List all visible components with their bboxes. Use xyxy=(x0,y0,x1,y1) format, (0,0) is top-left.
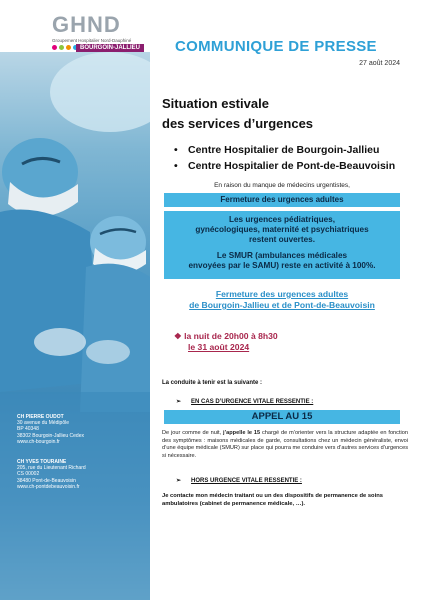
subject-heading xyxy=(162,94,313,134)
intro-text: En raison du manque de médecins urgentistes, xyxy=(214,182,350,189)
closure-period xyxy=(174,331,278,353)
address-name: CH PIERRE OUDOT xyxy=(17,414,64,420)
call-15-banner: APPEL AU 15 xyxy=(164,410,400,424)
call-15-paragraph xyxy=(162,430,408,460)
address-block xyxy=(17,414,84,445)
ghnd-logo xyxy=(52,14,144,54)
closure-line: Fermeture des urgences adultes xyxy=(215,289,349,299)
hero-photo xyxy=(0,52,150,600)
logo-wordmark: GHND xyxy=(52,12,121,37)
open-line: Les urgences pédiatriques, xyxy=(228,215,336,224)
address-line: CS 00002 xyxy=(17,471,40,478)
smur-line: envoyées par le SAMU) reste en activité à 100%. xyxy=(188,261,376,270)
non-vital-heading xyxy=(176,477,302,484)
subject-line: des services d’urgences xyxy=(162,116,314,131)
hospital-list xyxy=(174,142,395,174)
page-title: COMMUNIQUE DE PRESSE xyxy=(175,38,377,55)
address-line: 38302 Bourgoin-Jallieu Cedex xyxy=(17,432,84,439)
vital-emergency-label: EN CAS D’URGENCE VITALE RESSENTIE : xyxy=(191,399,314,405)
address-line: 30 avenue du Médipôle xyxy=(17,420,69,427)
address-line: BP 40348 xyxy=(17,426,39,433)
closure-notice xyxy=(164,289,400,311)
conduct-intro: La conduite à tenir est la suivante : xyxy=(162,380,263,386)
website-link[interactable]: www.ch-pontdebeauvoisin.fr xyxy=(17,483,80,490)
closure-banner: Fermeture des urgences adultes xyxy=(164,193,400,207)
surgeons-illustration xyxy=(0,52,150,600)
para-emphasis: j’appelle le 15 xyxy=(223,430,261,436)
address-name: CH YVES TOURAINE xyxy=(17,459,67,465)
vital-emergency-heading xyxy=(176,398,313,405)
smur-line: Le SMUR (ambulances médicales xyxy=(216,251,348,260)
hospital-item: • Centre Hospitalier de Bourgoin-Jallieu xyxy=(174,142,395,158)
para-text: chargé de m’orienter vers la structure adaptée en fonction des symptômes : maisons médicales de garde, consultations chez un médecin généraliste, envoi d’une équipe médicale (SMUR) sur place qui pourra me conduire vers d’autres services d’urgences si nécessaire. xyxy=(162,430,408,459)
open-line: restent ouvertes. xyxy=(249,235,315,244)
arrow-bullet-icon: ➢ xyxy=(176,399,182,405)
night-date: le 31 août 2024 xyxy=(188,342,250,352)
logo-banner: BOURGOIN-JALLIEU xyxy=(76,44,144,52)
subject-line: Situation estivale xyxy=(162,96,269,111)
logo-dot xyxy=(59,45,64,50)
arrow-bullet-icon: ➢ xyxy=(176,478,182,484)
logo-dots xyxy=(52,45,78,50)
address-line: 38480 Pont-de-Beauvoisin xyxy=(17,477,76,484)
non-vital-paragraph: Je contacte mon médecin traitant ou un des dispositifs de permanence de soins ambulatoires (cabinet de permanence médicale, …). xyxy=(162,493,383,507)
logo-dot xyxy=(52,45,57,50)
para-text: De jour comme de nuit, xyxy=(162,430,224,436)
closure-line: de Bourgoin-Jallieu et de Pont-de-Beauvoisin xyxy=(189,300,375,310)
night-hours: la nuit de 20h00 à 8h30 xyxy=(184,331,278,341)
logo-subtitle: Groupement Hospitalier Nord-Dauphiné xyxy=(52,38,132,43)
non-vital-label: HORS URGENCE VITALE RESSENTIE : xyxy=(191,478,302,484)
open-services-box xyxy=(164,211,400,279)
website-link[interactable]: www.ch-bourgoin.fr xyxy=(17,438,60,445)
address-block xyxy=(17,459,86,490)
hospital-item: • Centre Hospitalier de Pont-de-Beauvoisin xyxy=(174,158,395,174)
address-line: 205, rue du Lieutenant Richard xyxy=(17,465,86,472)
open-line: gynécologiques, maternité et psychiatriques xyxy=(195,225,369,234)
diamond-bullet-icon: ❖ xyxy=(174,331,185,341)
press-date: 27 août 2024 xyxy=(359,60,400,67)
logo-dot xyxy=(66,45,71,50)
